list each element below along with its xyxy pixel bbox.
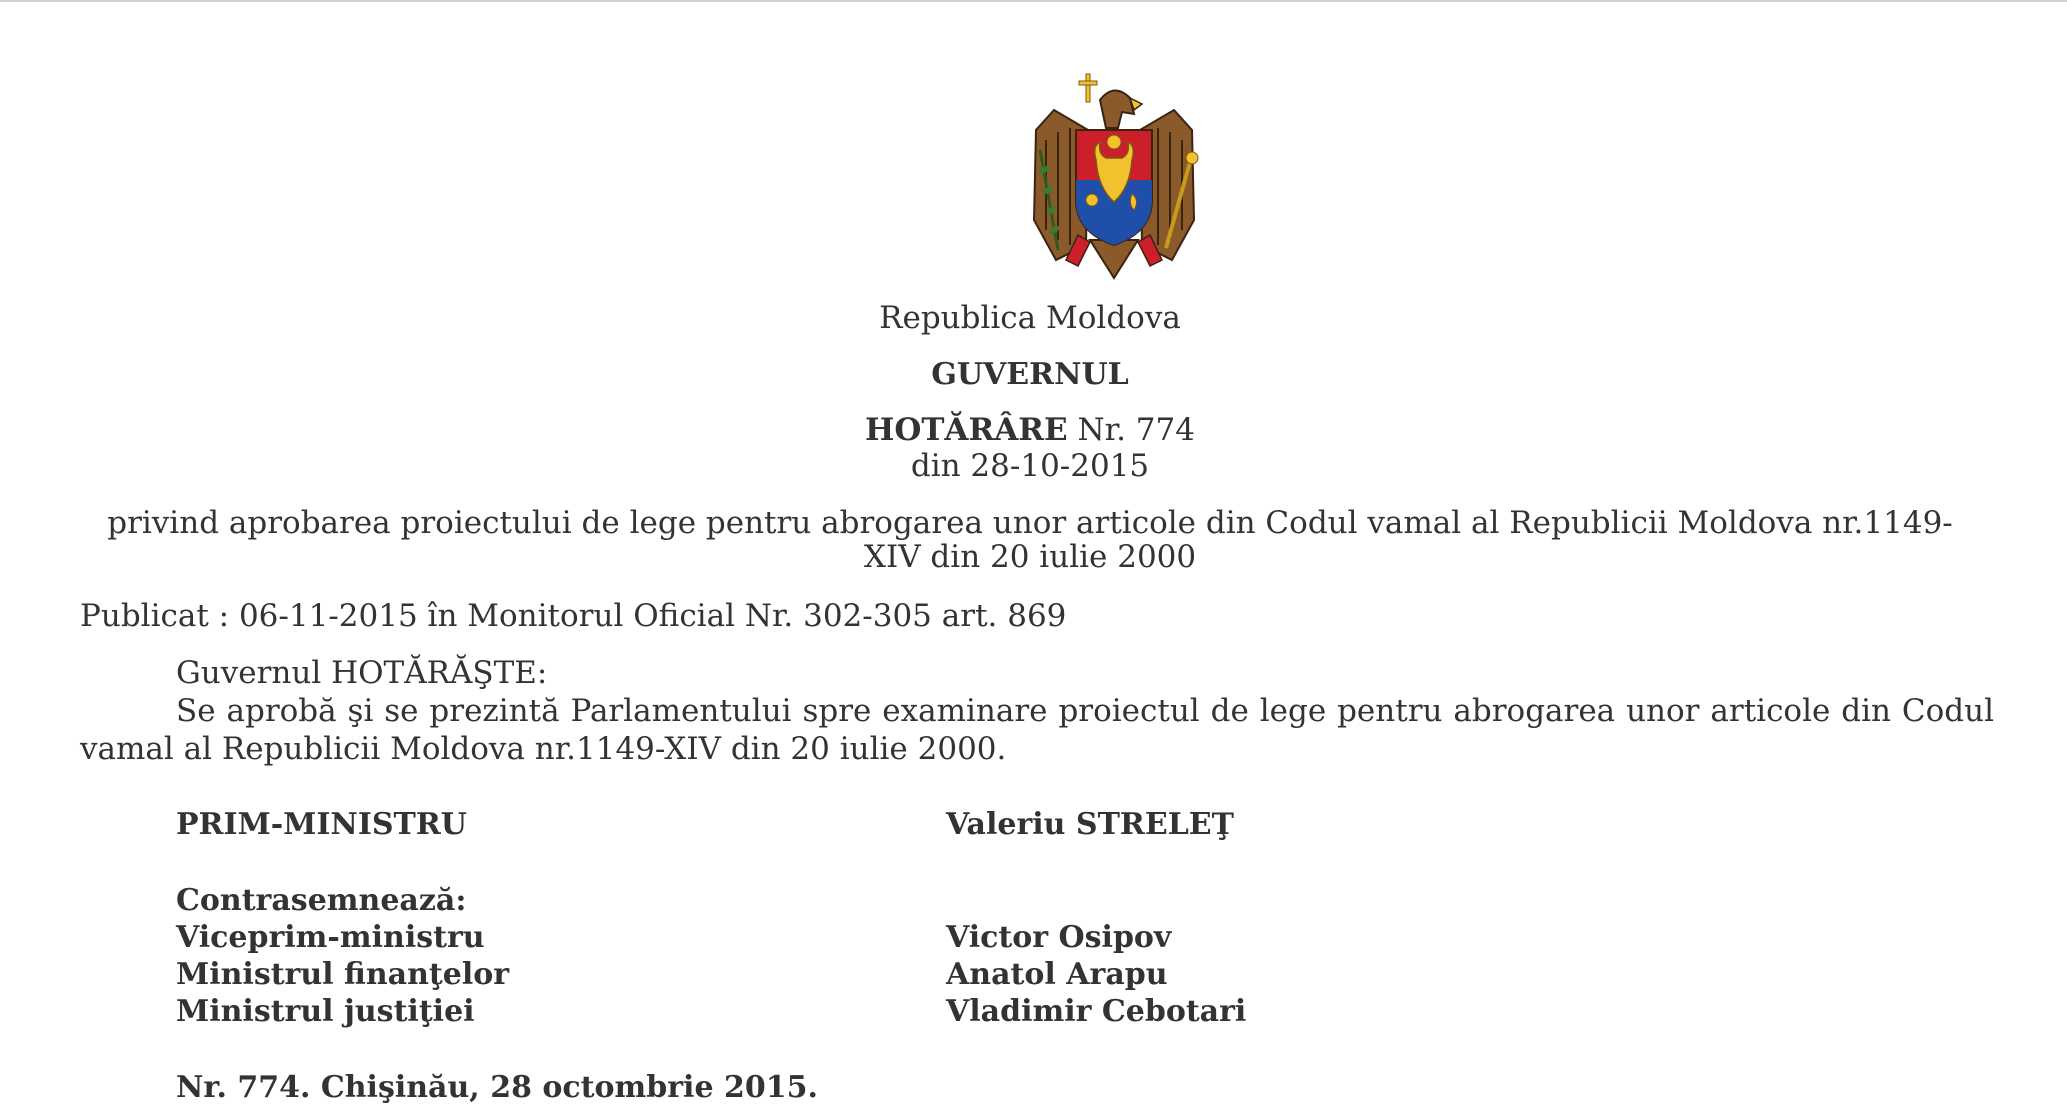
publication-info: Publicat : 06-11-2015 în Monitorul Oficial Nr. 302-305 art. 869: [80, 598, 1067, 634]
countersign-label: Contrasemnează:: [176, 883, 467, 918]
decision-heading: [80, 412, 1980, 484]
prime-minister-title: PRIM-MINISTRU: [176, 807, 467, 842]
country-name: Republica Moldova: [879, 300, 1181, 336]
countersigner-title: Ministrul finanţelor: [176, 957, 510, 992]
countersigner-title: Ministrul justiţiei: [176, 994, 475, 1029]
decision-number: Nr. 774: [1067, 412, 1195, 448]
decision-date: din 28-10-2015: [910, 448, 1150, 484]
decision-subject: privind aprobarea proiectului de lege pentru abrogarea unor articole din Codul vamal al Republicii Moldova nr.1149-XIV din 20 iulie 2000: [107, 505, 1953, 575]
decision-title: [80, 412, 1980, 448]
decrees-line: Guvernul HOTĂRĂŞTE:: [176, 655, 548, 691]
document-footer: Nr. 774. Chişinău, 28 octombrie 2015.: [176, 1070, 818, 1105]
prime-minister-name: Valeriu STRELEŢ: [946, 807, 1234, 842]
decision-paragraph: Se aprobă şi se prezintă Parlamentului spre examinare proiectul de lege pentru abrogarea unor articole din Codul vamal al Republicii Moldova nr.1149-XIV din 20 iulie 2000.: [80, 693, 1994, 767]
government-heading: GUVERNUL: [931, 357, 1129, 392]
countersigner-title: Viceprim-ministru: [176, 920, 485, 955]
countersigner-name: Victor Osipov: [946, 920, 1172, 955]
coat-of-arms-moldova-icon: [1026, 70, 1202, 280]
decision-body: [80, 654, 1994, 768]
decision-word: HOTĂRÂRE: [865, 412, 1068, 448]
countersigner-name: Vladimir Cebotari: [946, 994, 1247, 1029]
countersigner-name: Anatol Arapu: [946, 957, 1168, 992]
top-divider: [0, 0, 2067, 2]
